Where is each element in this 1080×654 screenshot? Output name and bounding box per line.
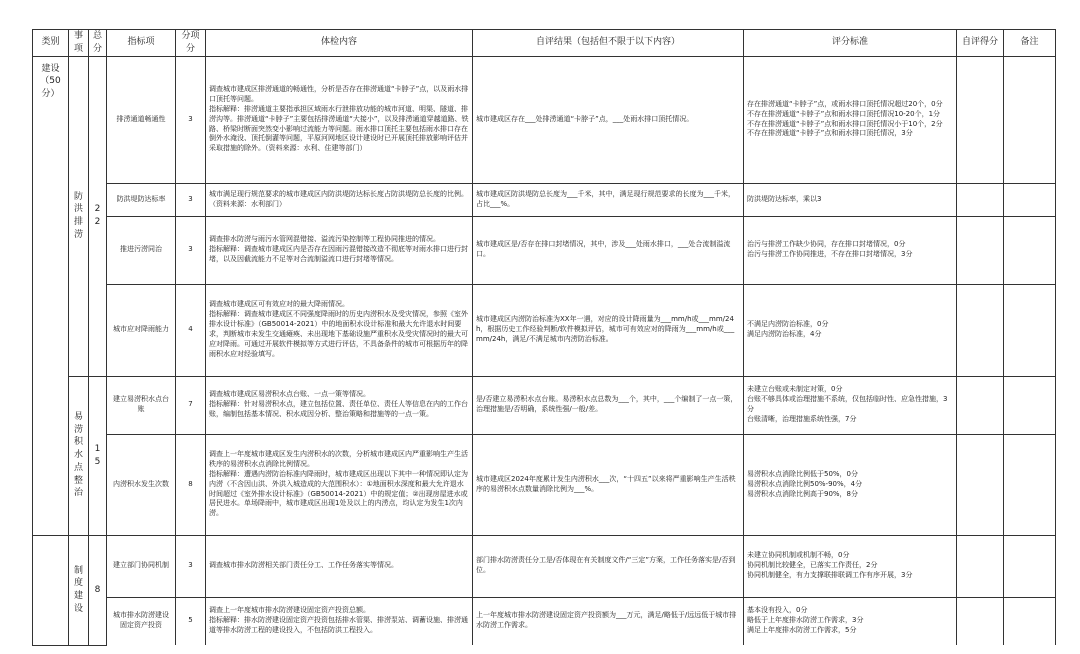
- self-eval-result: 城市建成区存在___处排涝通道“卡脖子”点，___处雨水排口顶托情况。: [473, 56, 744, 183]
- self-eval-result: 上一年度城市排水防涝建设固定资产投资额为___万元，满足/略低于/远远低于城市排水防涝工作需求。: [473, 597, 744, 645]
- table-row: [33, 183, 1056, 216]
- self-eval-result: 城市建成区内涝防治标准为XX年一遇，对应的设计降雨量为___mm/h或___mm/24h，根据历史工作经验判断/软件模拟评估，城市可有效应对的降雨为___mm/h或___mm/24h，满足/不满足城市内涝防治标准。: [473, 284, 744, 376]
- remark-cell[interactable]: [1004, 597, 1056, 645]
- remark-cell[interactable]: [1004, 216, 1056, 284]
- self-score-cell[interactable]: [957, 183, 1004, 216]
- group-total: 8: [89, 535, 107, 645]
- indicator-score: 3: [176, 183, 206, 216]
- indicator-score: 3: [176, 56, 206, 183]
- self-score-cell[interactable]: [957, 284, 1004, 376]
- indicator-score: 5: [176, 597, 206, 645]
- scoring-standard: 未建立协同机制或机制不畅，0分 协同机制比较健全，已落实工作责任，2分 协同机制健全，有力支撑联排联调工作有序开展，3分: [744, 535, 957, 597]
- self-eval-result: 城市建成区2024年度累计发生内涝积水___次，“十四五”以来将严重影响生产生活秩序的易涝积水点数量消除比例为___%。: [473, 434, 744, 535]
- self-score-cell[interactable]: [957, 597, 1004, 645]
- category-score: （50分）: [40, 76, 61, 100]
- self-eval-result: 城市建成区是/否存在排口封堵情况，其中，涉及___处雨水排口，___处合流制溢流口。: [473, 216, 744, 284]
- header-standard: 评分标准: [744, 30, 957, 57]
- remark-cell[interactable]: [1004, 376, 1056, 434]
- remark-cell[interactable]: [1004, 535, 1056, 597]
- table-row: [33, 284, 1056, 376]
- header-remark: 备注: [1004, 30, 1056, 57]
- self-eval-result: 城市建成区防洪堤防总长度为___千米，其中，满足现行规范要求的长度为___千米，占比___%。: [473, 183, 744, 216]
- category-cell: [33, 56, 69, 535]
- self-eval-result: 是/否建立易涝积水点台账。易涝积水点总数为___个，其中，___个编制了一点一策，治理措施是/否明确，系统性强/一般/差。: [473, 376, 744, 434]
- group-name: 制度建设: [69, 535, 89, 645]
- scoring-standard: 基本没有投入，0分 略低于上年度排水防涝工作需求，3分 满足上年度排水防涝工作需求，5分: [744, 597, 957, 645]
- scoring-standard: 易涝积水点消除比例低于50%，0分 易涝积水点消除比例50%-90%，4分 易涝积水点消除比例高于90%，8分: [744, 434, 957, 535]
- check-content: 调查上一年度城市建成区发生内涝积水的次数，分析城市建成区内严重影响生产生活秩序的易涝积水点消除比例情况。 指标解释：遭遇内涝防治标准内降雨时，城市建成区出现以下其中一种情况即认定为内涝（不含因山洪、外洪入城造成的大范围积水）：①地面积水深度和最大允许退水时间超过《室外排水设计标准》（GB50014-2021）中的规定值；②出现房屋进水或居民进水。单场降雨中，城市建成区出现1处及以上的内涝点，均认定为发生1次内涝。: [206, 434, 473, 535]
- header-category: 类别: [33, 30, 69, 57]
- group-total: 15: [89, 376, 107, 535]
- check-content: 城市满足现行规范要求的城市建成区内防洪堤防达标长度占防洪堤防总长度的比例。（资料来源：水利部门）: [206, 183, 473, 216]
- header-indicator: 指标项: [107, 30, 176, 57]
- header-row: [33, 30, 1056, 57]
- group-name: 防洪排涝: [69, 56, 89, 376]
- header-content: 体检内容: [206, 30, 473, 57]
- check-content: 调查城市排水防涝相关部门责任分工、工作任务落实等情况。: [206, 535, 473, 597]
- remark-cell[interactable]: [1004, 284, 1056, 376]
- evaluation-table: [32, 29, 1056, 646]
- scoring-standard: 防洪堤防达标率，乘以3: [744, 183, 957, 216]
- remark-cell[interactable]: [1004, 183, 1056, 216]
- header-subscore: 分项分: [176, 30, 206, 57]
- indicator-score: 3: [176, 535, 206, 597]
- header-self-result: 自评结果（包括但不限于以下内容）: [473, 30, 744, 57]
- group-total: 22: [89, 56, 107, 376]
- indicator-score: 7: [176, 376, 206, 434]
- table-row: [33, 216, 1056, 284]
- indicator-name: 城市排水防涝建设固定资产投资: [107, 597, 176, 645]
- check-content: 调查排水防涝与雨污水管网混错接、溢流污染控制等工程协同推进的情况。 指标解释：调查城市建成区内是否存在因雨污混错接改造不彻底等对雨水排口进行封堵，以及因截流能力不足等对合流制溢流口进行封堵等情况。: [206, 216, 473, 284]
- table-row: [33, 56, 1056, 183]
- remark-cell[interactable]: [1004, 56, 1056, 183]
- self-score-cell[interactable]: [957, 376, 1004, 434]
- group-name: 易涝积水点整治: [69, 376, 89, 535]
- scoring-standard: 不满足内涝防治标准，0分 满足内涝防治标准，4分: [744, 284, 957, 376]
- table-row: [33, 376, 1056, 434]
- indicator-score: 8: [176, 434, 206, 535]
- scoring-standard: 存在排涝通道“卡脖子”点，或雨水排口顶托情况超过20个，0分 不存在排涝通道“卡脖子”点和雨水排口顶托情况10-20个，1分 不存在排涝通道“卡脖子”点和雨水排口顶托情况小于10个，2分 不存在排涝通道“卡脖子”点和雨水排口顶托情况，3分: [744, 56, 957, 183]
- scoring-standard: 治污与排涝工作缺少协同，存在排口封堵情况，0分 治污与排涝工作协同推进，不存在排口封堵情况，3分: [744, 216, 957, 284]
- indicator-name: 建立部门协同机制: [107, 535, 176, 597]
- indicator-name: 建立易涝积水点台账: [107, 376, 176, 434]
- check-content: 调查城市建成区可有效应对的最大降雨情况。 指标解释：调查城市建成区不同强度降雨时的历史内涝积水及受灾情况，参照《室外排水设计标准》（GB50014-2021）中的地面积水设计标准和最大允许退水时间要求，判断城市未发生交通瘫痪、未出现地下基础设施严重积水及受灾情况时的最大可应对降雨。可通过开展软件模拟等方式进行评估，不具备条件的城市可根据历年的降雨积水应对经验填写。: [206, 284, 473, 376]
- indicator-score: 3: [176, 216, 206, 284]
- indicator-name: 城市应对降雨能力: [107, 284, 176, 376]
- check-content: 调查城市建成区易涝积水点台账、一点一策等情况。 指标解释：针对易涝积水点，建立包括位置、责任单位、责任人等信息在内的工作台账，编制包括基本情况、积水成因分析、整治策略和措施等的一点一策。: [206, 376, 473, 434]
- table-row: [33, 597, 1056, 645]
- category-name: 建设: [41, 63, 60, 74]
- scoring-standard: 未建立台账或未制定对策，0分 台账不够具体或治理措施不系统，仅包括临时性、应急性措施，3分 台账清晰，治理措施系统性强，7分: [744, 376, 957, 434]
- indicator-score: 4: [176, 284, 206, 376]
- self-score-cell[interactable]: [957, 216, 1004, 284]
- self-score-cell[interactable]: [957, 535, 1004, 597]
- table-row: [33, 535, 1056, 597]
- self-score-cell[interactable]: [957, 56, 1004, 183]
- check-content: 调查上一年度城市排水防涝建设固定资产投资总额。 指标解释：排水防涝建设固定资产投资包括排水管渠、排涝泵站、调蓄设施、排涝通道等排水防涝工程的建设投入，不包括防洪工程投入。: [206, 597, 473, 645]
- header-total: 总分: [89, 30, 107, 57]
- header-item: 事项: [69, 30, 89, 57]
- header-self-score: 自评得分: [957, 30, 1004, 57]
- remark-cell[interactable]: [1004, 434, 1056, 535]
- check-content: 调查城市建成区排涝通道的畅通性，分析是否存在排涝通道“卡脖子”点，以及雨水排口顶托等问题。 指标解释：排涝通道主要指承担区域雨水行泄排放功能的城市河道、明渠、隧道、排涝沟等。排涝通道“卡脖子”主要包括排涝通道“大接小”，以及排涝通道穿越道路、铁路、桥梁时断面突然变小影响过流能力等问题。雨水排口顶托主要包括雨水排口存在倒外水淹没、顶托倒灌等问题，平原河网地区设计建设时已开展顶托排放影响评估并采取措施的除外。（资料来源：水利、住建等部门）: [206, 56, 473, 183]
- indicator-name: 防洪堤防达标率: [107, 183, 176, 216]
- indicator-name: 推进污涝同治: [107, 216, 176, 284]
- table-row: [33, 434, 1056, 535]
- indicator-name: 排涝通道畅通性: [107, 56, 176, 183]
- indicator-name: 内涝积水发生次数: [107, 434, 176, 535]
- self-score-cell[interactable]: [957, 434, 1004, 535]
- category-cell-empty: [33, 535, 69, 645]
- self-eval-result: 部门排水防涝责任分工是/否体现在有关制度文件/“三定”方案，工作任务落实是/否到位。: [473, 535, 744, 597]
